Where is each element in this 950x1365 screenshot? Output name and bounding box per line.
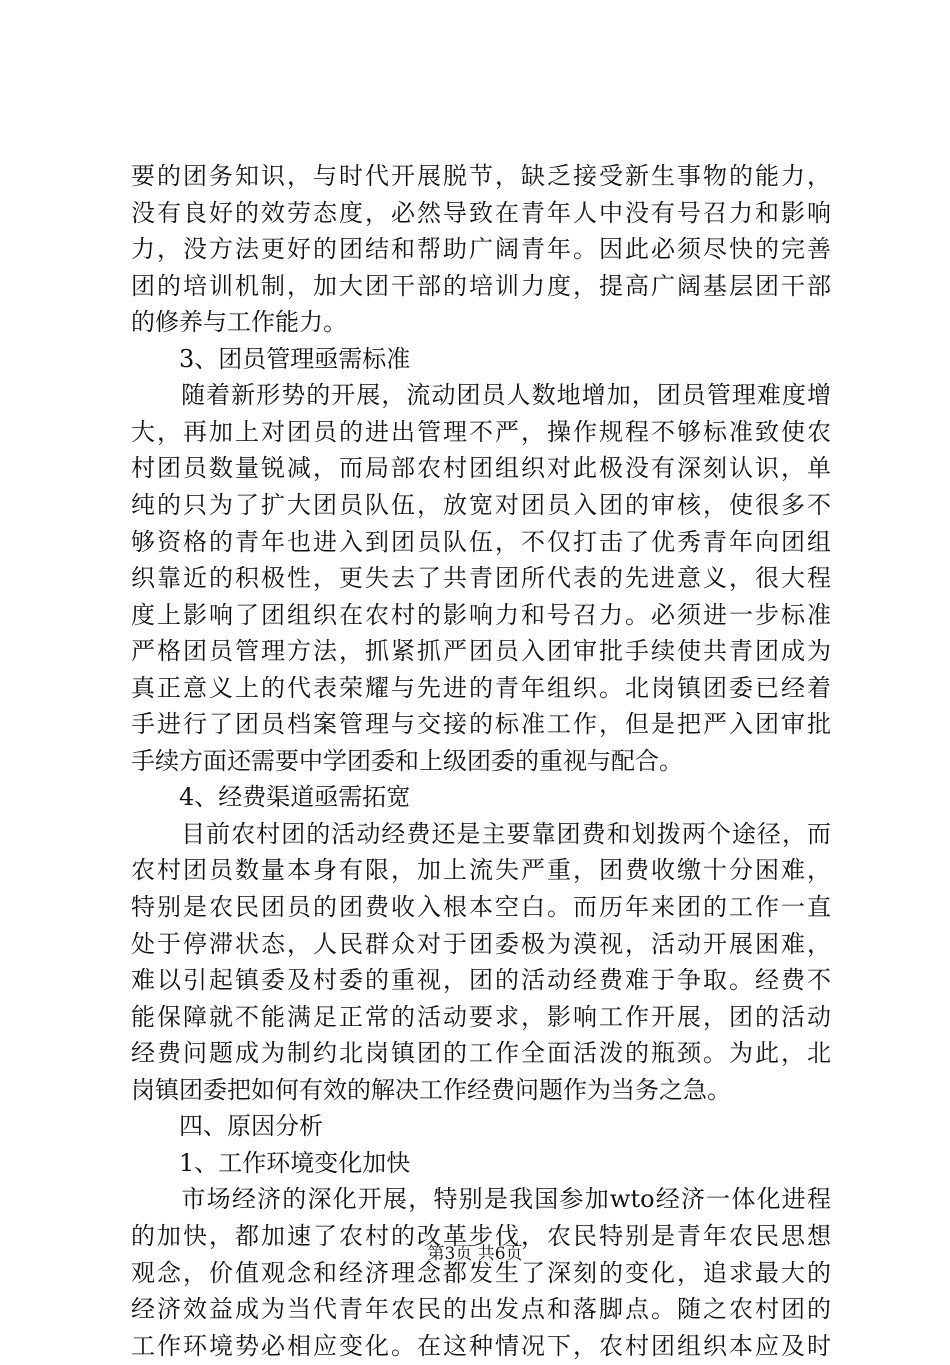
text-line: 处于停滞状态，人民群众对于团委极为漠视，活动开展困难，: [131, 929, 831, 958]
text-line: 的加快，都加速了农村的改革步伐，农民特别是青年农民思想: [131, 1221, 831, 1250]
text-line: 农村团员数量本身有限，加上流失严重，团费收缴十分困难，: [131, 856, 831, 885]
text-line: 大，再加上对团员的进出管理不严，操作规程不够标准致使农: [131, 417, 831, 446]
text-line: 特别是农民团员的团费收入根本空白。而历年来团的工作一直: [131, 893, 831, 921]
text-line: 4、经费渠道亟需拓宽: [131, 783, 411, 812]
text-line: 没有良好的效劳态度，必然导致在青年人中没有号召力和影响: [131, 198, 831, 227]
text-line: 织靠近的积极性，更失去了共青团所代表的先进意义，很大程: [131, 564, 831, 593]
text-line: 团的培训机制，加大团干部的培训力度，提高广阔基层团干部: [131, 271, 831, 300]
text-line: 的修养与工作能力。: [131, 308, 347, 337]
text-line: 岗镇团委把如何有效的解决工作经费问题作为当务之急。: [131, 1075, 731, 1104]
text-line: 经济效益成为当代青年农民的出发点和落脚点。随之农村团的: [131, 1295, 831, 1324]
text-line: 市场经济的深化开展，特别是我国参加wto经济一体化进程: [131, 1185, 831, 1214]
text-line: 四、原因分析: [131, 1112, 323, 1141]
text-line: 3、团员管理亟需标准: [131, 344, 411, 373]
text-line: 随着新形势的开展，流动团员人数地增加，团员管理难度增: [131, 381, 831, 410]
text-line: 难以引起镇委及村委的重视，团的活动经费难于争取。经费不: [131, 966, 831, 995]
text-line: 度上影响了团组织在农村的影响力和号召力。必须进一步标准: [131, 600, 831, 629]
text-line: 纯的只为了扩大团员队伍，放宽对团员入团的审核，使很多不: [131, 490, 831, 519]
text-line: 工作环境势必相应变化。在这种情况下，农村团组织本应及时: [131, 1331, 831, 1360]
text-line: 村团员数量锐减，而局部农村团组织对此极没有深刻认识，单: [131, 454, 831, 483]
text-line: 1、工作环境变化加快: [131, 1148, 411, 1177]
text-line: 观念，价值观念和经济理念都发生了深刻的变化，追求最大的: [131, 1258, 831, 1287]
text-line: 够资格的青年也进入到团员队伍，不仅打击了优秀青年向团组: [131, 527, 831, 556]
text-line: 手进行了团员档案管理与交接的标准工作，但是把严入团审批: [131, 710, 831, 739]
text-line: 手续方面还需要中学团委和上级团委的重视与配合。: [131, 746, 683, 775]
text-line: 真正意义上的代表荣耀与先进的青年组织。北岗镇团委已经着: [131, 673, 831, 702]
text-line: 严格团员管理方法，抓紧抓严团员入团审批手续使共青团成为: [131, 637, 831, 666]
text-line: 能保障就不能满足正常的活动要求，影响工作开展，团的活动: [131, 1002, 831, 1031]
text-line: 要的团务知识，与时代开展脱节，缺乏接受新生事物的能力，: [131, 162, 831, 190]
text-line: 目前农村团的活动经费还是主要靠团费和划拨两个途径，而: [131, 819, 831, 848]
text-line: 力，没方法更好的团结和帮助广阔青年。因此必须尽快的完善: [131, 235, 831, 264]
text-line: 经费问题成为制约北岗镇团的工作全面活泼的瓶颈。为此，北: [131, 1039, 831, 1068]
page-footer: 第3页 共6页: [427, 1244, 523, 1264]
